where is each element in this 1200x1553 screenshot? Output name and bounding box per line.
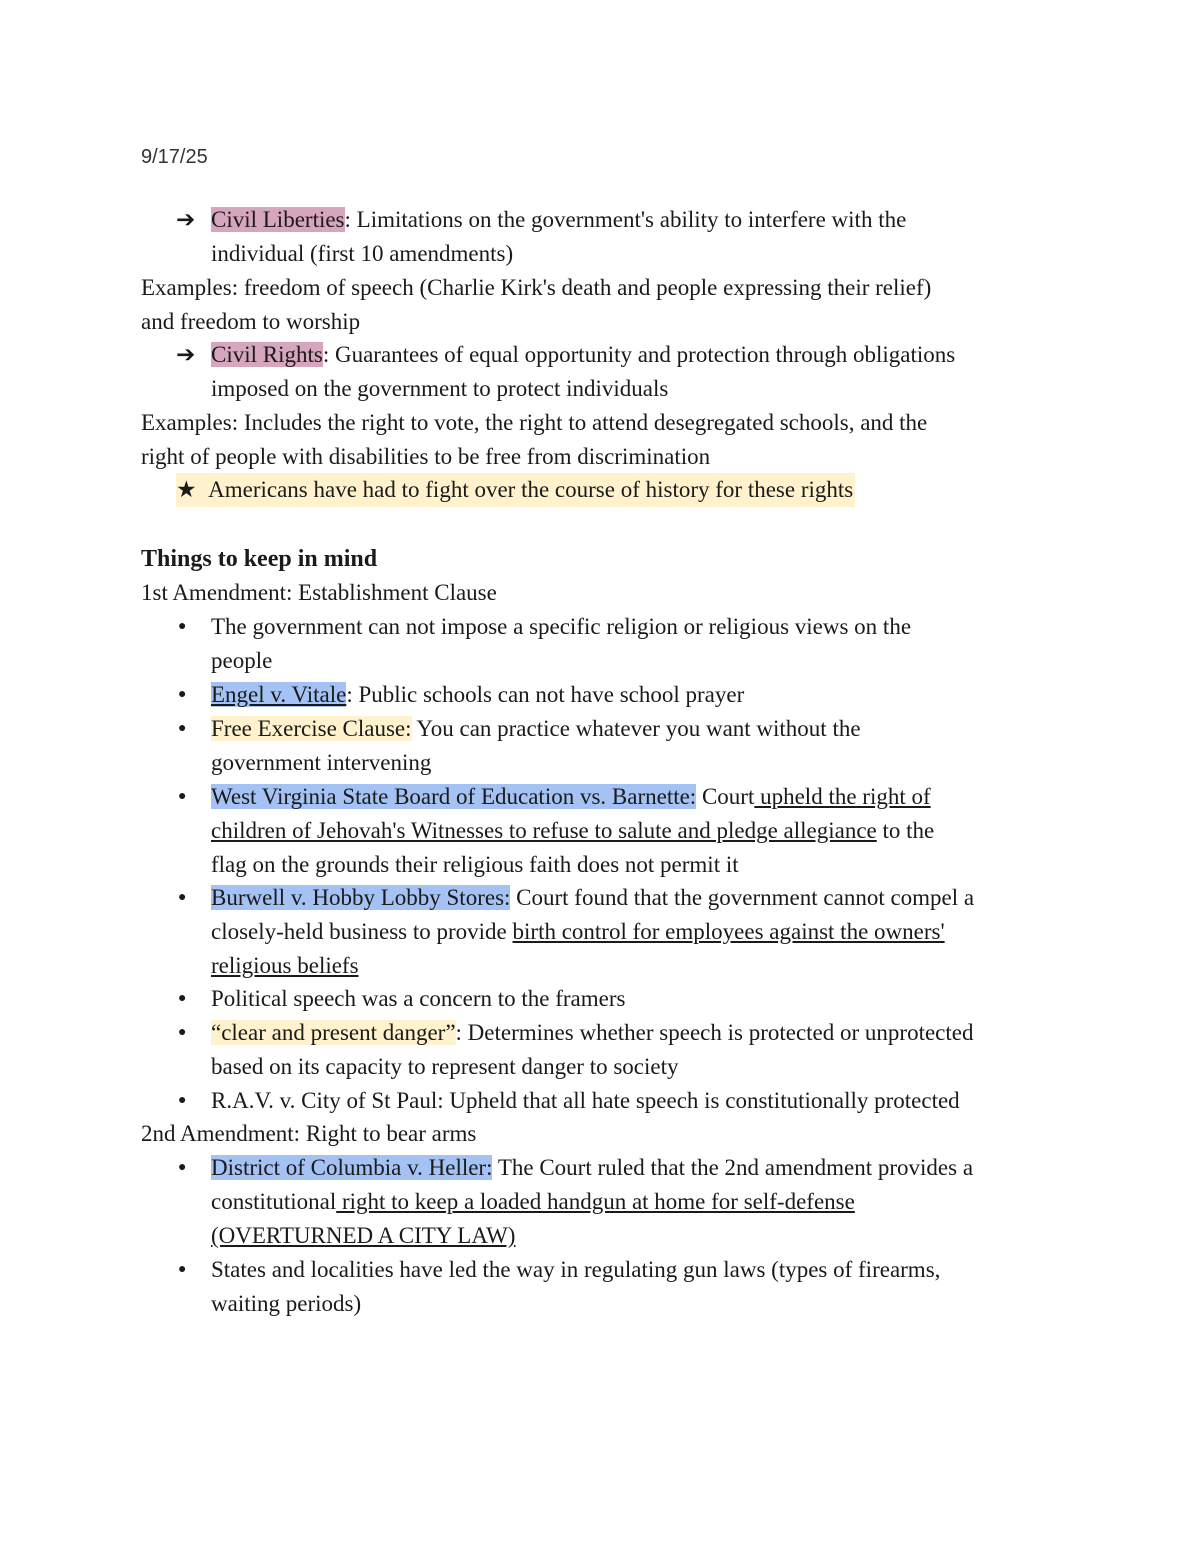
- civil-liberties-definition-cont: individual (first 10 amendments): [211, 241, 514, 266]
- term-definition: : Determines whether speech is protected or unprotected: [455, 1020, 974, 1045]
- star-icon: ★: [176, 477, 197, 502]
- underlined-text: right to keep a loaded handgun at home for self-defense: [336, 1189, 855, 1214]
- second-amendment-title: 2nd Amendment: Right to bear arms: [141, 1121, 477, 1146]
- bullet-icon: ●: [178, 1160, 187, 1175]
- civil-rights-line: [211, 338, 955, 372]
- list-item-cont: government intervening: [211, 750, 432, 775]
- case-name-barnette: West Virginia State Board of Education vs. Barnette:: [211, 784, 697, 809]
- list-item-cont: based on its capacity to represent danger to society: [211, 1054, 679, 1079]
- case-summary: : Public schools can not have school prayer: [346, 682, 745, 707]
- date-text: 9/17/25: [141, 146, 208, 168]
- civil-liberties-line: [211, 203, 906, 237]
- list-item-cont: waiting periods): [211, 1291, 362, 1316]
- arrow-icon: ➔: [176, 342, 196, 367]
- list-item-cont: [211, 1219, 515, 1253]
- list-item: [211, 780, 931, 814]
- list-item: [211, 1016, 974, 1050]
- star-note: [176, 473, 855, 507]
- civil-rights-examples-cont: right of people with disabilities to be free from discrimination: [141, 444, 711, 469]
- case-summary: Court found that the government cannot compel a: [510, 885, 975, 910]
- underlined-text: birth control for employees against the owners': [512, 919, 945, 944]
- list-item-cont: [211, 949, 359, 983]
- arrow-icon: ➔: [176, 207, 196, 232]
- civil-rights-definition: : Guarantees of equal opportunity and protection through obligations: [322, 342, 956, 367]
- civil-rights-examples: Examples: Includes the right to vote, the right to attend desegregated schools, and the: [141, 410, 928, 435]
- bullet-icon: ●: [178, 1262, 187, 1277]
- civil-rights-term: Civil Rights: [211, 342, 323, 367]
- list-item: States and localities have led the way in regulating gun laws (types of firearms,: [211, 1257, 941, 1282]
- clear-present-danger-term: “clear and present danger”: [211, 1020, 456, 1045]
- civil-liberties-examples: Examples: freedom of speech (Charlie Kirk's death and people expressing their relief): [141, 275, 932, 300]
- bullet-icon: ●: [178, 789, 187, 804]
- list-item: Political speech was a concern to the framers: [211, 986, 626, 1011]
- bullet-icon: ●: [178, 890, 187, 905]
- list-item: [211, 881, 974, 915]
- list-item-cont: people: [211, 648, 273, 673]
- list-item-cont: flag on the grounds their religious faith does not permit it: [211, 852, 739, 877]
- bullet-icon: ●: [178, 687, 187, 702]
- star-note-text: Americans have had to fight over the course of history for these rights: [208, 477, 854, 502]
- bullet-icon: ●: [178, 1093, 187, 1108]
- case-name-heller: District of Columbia v. Heller:: [211, 1155, 493, 1180]
- underlined-text: religious beliefs: [211, 953, 359, 978]
- civil-liberties-examples-cont: and freedom to worship: [141, 309, 361, 334]
- first-amendment-title: 1st Amendment: Establishment Clause: [141, 580, 497, 605]
- case-summary: constitutional: [211, 1189, 337, 1214]
- free-exercise-term: Free Exercise Clause:: [211, 716, 412, 741]
- list-item: [211, 1151, 973, 1185]
- civil-liberties-term: Civil Liberties: [211, 207, 345, 232]
- bullet-icon: ●: [178, 991, 187, 1006]
- list-item: [211, 678, 744, 712]
- section-heading: Things to keep in mind: [141, 546, 378, 572]
- case-name-hobby-lobby: Burwell v. Hobby Lobby Stores:: [211, 885, 511, 910]
- case-summary: Court: [696, 784, 755, 809]
- list-item-cont: [211, 814, 934, 848]
- underlined-text: children of Jehovah's Witnesses to refuse to salute and pledge allegiance: [211, 818, 877, 843]
- list-item-cont: [211, 1185, 855, 1219]
- case-summary: The Court ruled that the 2nd amendment provides a: [492, 1155, 974, 1180]
- list-item: R.A.V. v. City of St Paul: Upheld that all hate speech is constitutionally protected: [211, 1088, 960, 1113]
- list-item: The government can not impose a specific religion or religious views on the: [211, 614, 912, 639]
- term-definition: You can practice whatever you want without the: [411, 716, 861, 741]
- bullet-icon: ●: [178, 619, 187, 634]
- underlined-text: (OVERTURNED A CITY LAW): [211, 1223, 516, 1248]
- case-summary: closely-held business to provide: [211, 919, 513, 944]
- civil-rights-definition-cont: imposed on the government to protect individuals: [211, 376, 669, 401]
- case-name-engel: Engel v. Vitale: [211, 682, 347, 707]
- civil-liberties-definition: : Limitations on the government's ability to interfere with the: [344, 207, 907, 232]
- bullet-icon: ●: [178, 1025, 187, 1040]
- underlined-text: upheld the right of: [754, 784, 931, 809]
- list-item: [211, 712, 861, 746]
- list-item-cont: [211, 915, 945, 949]
- case-summary: to the: [876, 818, 935, 843]
- bullet-icon: ●: [178, 721, 187, 736]
